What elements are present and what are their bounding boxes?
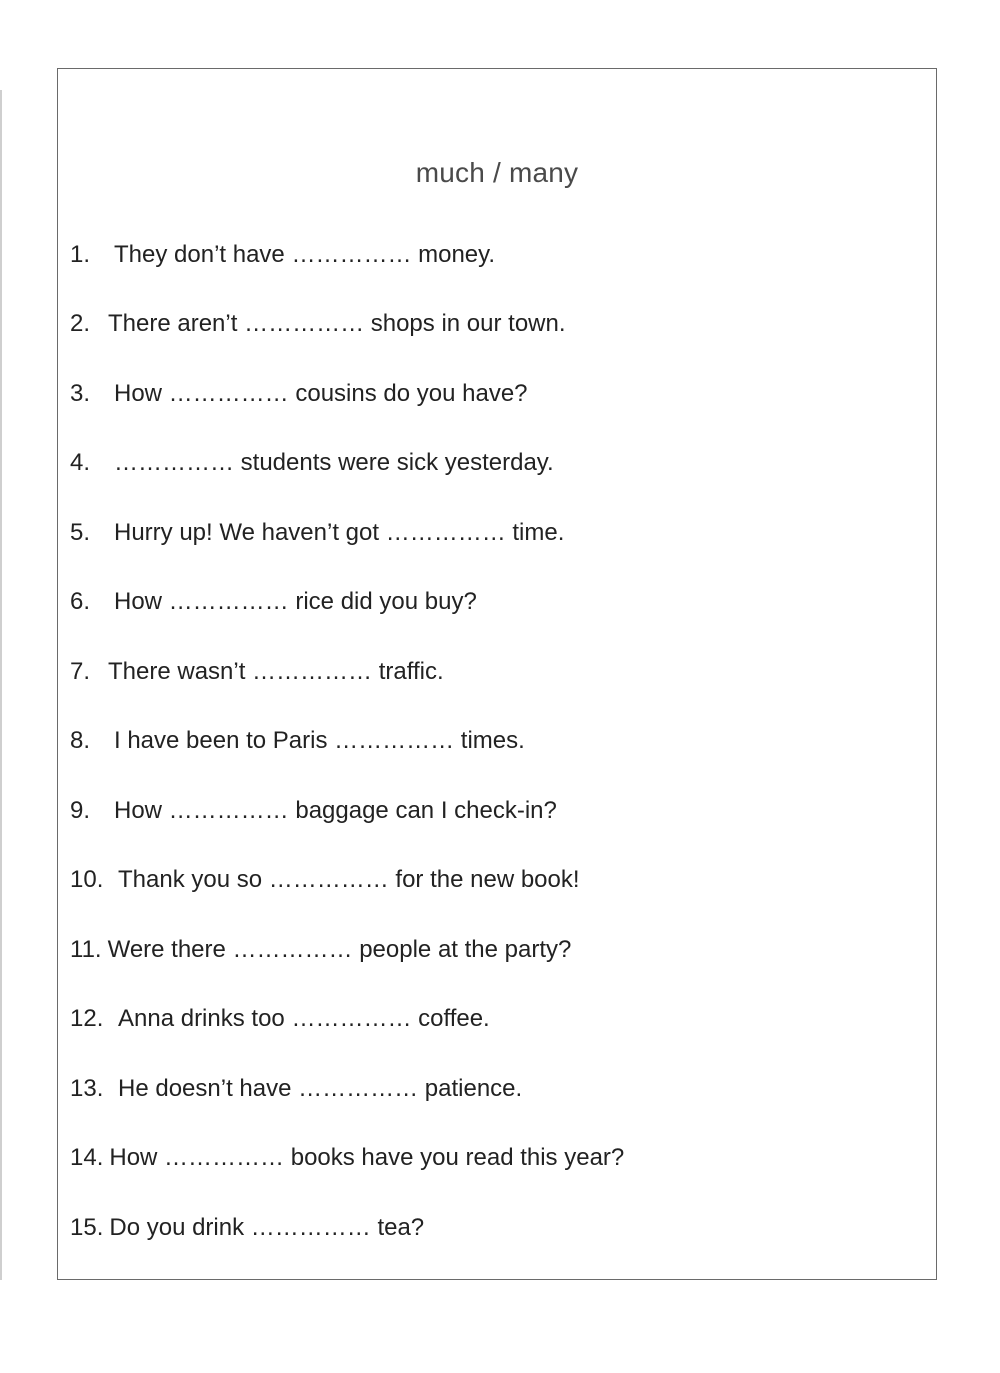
question-number: 2. xyxy=(70,310,91,337)
worksheet-page xyxy=(57,68,937,1280)
question-text: …………… students were sick yesterday. xyxy=(114,449,554,476)
question-number: 7. xyxy=(70,658,91,685)
question-number: 3. xyxy=(70,380,91,407)
question-item xyxy=(70,865,580,895)
question-number: 4. xyxy=(70,449,91,476)
question-item xyxy=(70,796,557,826)
question-text: Were there …………… people at the party? xyxy=(107,936,572,963)
question-text: Thank you so …………… for the new book! xyxy=(118,866,580,893)
question-item xyxy=(70,587,477,617)
question-item xyxy=(70,240,495,270)
question-text: Do you drink …………… tea? xyxy=(109,1214,425,1241)
question-text: They don’t have …………… money. xyxy=(114,241,496,268)
question-item xyxy=(70,657,444,687)
question-text: How …………… books have you read this year? xyxy=(109,1144,625,1171)
question-text: I have been to Paris …………… times. xyxy=(114,727,525,754)
question-number: 14. xyxy=(70,1144,104,1171)
question-number: 6. xyxy=(70,588,91,615)
question-number: 12. xyxy=(70,1005,104,1032)
question-number: 13. xyxy=(70,1075,104,1102)
question-item xyxy=(70,1213,424,1243)
question-item xyxy=(70,1074,522,1104)
question-text: He doesn’t have …………… patience. xyxy=(118,1075,523,1102)
question-number: 15. xyxy=(70,1214,104,1241)
question-item xyxy=(70,1004,490,1034)
question-item xyxy=(70,379,528,409)
question-text: Hurry up! We haven’t got …………… time. xyxy=(114,519,565,546)
worksheet-title: much / many xyxy=(415,157,579,188)
question-item xyxy=(70,518,564,548)
question-item xyxy=(70,935,571,965)
question-text: How …………… rice did you buy? xyxy=(114,588,477,615)
question-text: Anna drinks too …………… coffee. xyxy=(118,1005,490,1032)
question-item xyxy=(70,1143,624,1173)
question-text: How …………… baggage can I check-in? xyxy=(114,797,557,824)
question-text: There aren’t …………… shops in our town. xyxy=(108,310,566,337)
question-number: 8. xyxy=(70,727,91,754)
question-item xyxy=(70,448,554,478)
question-number: 11. xyxy=(70,936,102,963)
question-number: 5. xyxy=(70,519,91,546)
question-text: There wasn’t …………… traffic. xyxy=(108,658,444,685)
question-item xyxy=(70,309,566,339)
question-number: 1. xyxy=(70,241,91,268)
question-number: 9. xyxy=(70,797,91,824)
question-number: 10. xyxy=(70,866,104,893)
question-text: How …………… cousins do you have? xyxy=(114,380,528,407)
question-item xyxy=(70,726,525,756)
page-edge-divider xyxy=(0,90,2,1280)
